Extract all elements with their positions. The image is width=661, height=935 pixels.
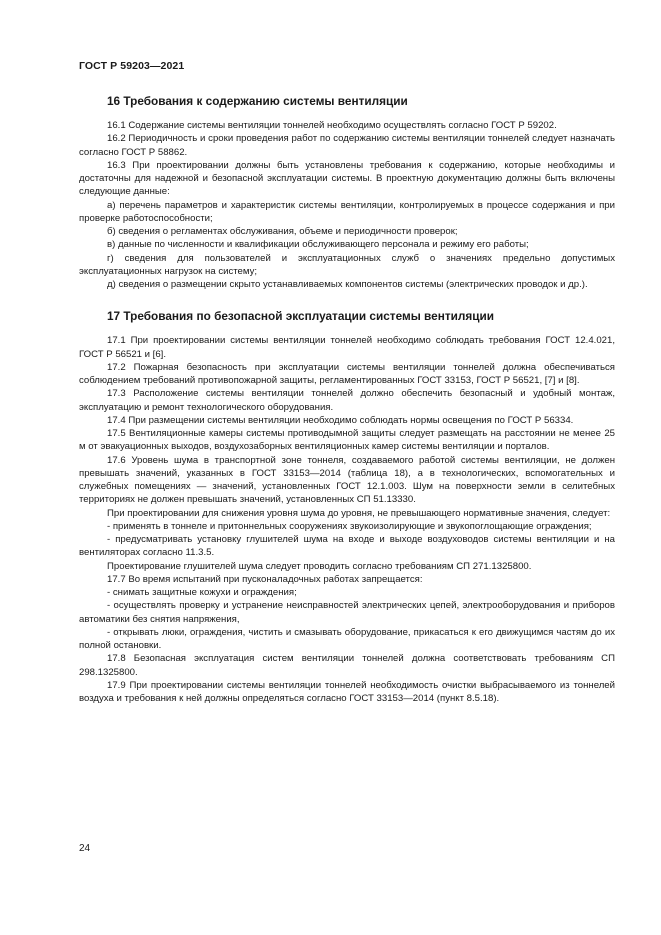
document-header: ГОСТ Р 59203—2021 — [79, 60, 185, 72]
paragraph-17-1: 17.1 При проектировании системы вентиляции тоннелей необходимо соблюдать требования ГОСТ 12.4.021, ГОСТ Р 56521 и [6]. — [79, 335, 615, 360]
list-item-16-a: а) перечень параметров и характеристик системы вентиляции, контролируемых в процессе содержания и при проверке работоспособности; — [79, 199, 615, 224]
paragraph-17-4: 17.4 При размещении системы вентиляции необходимо соблюдать нормы освещения по ГОСТ Р 56334. — [107, 414, 574, 426]
page-content — [79, 90, 615, 705]
list-item-17-7-3: - открывать люки, ограждения, чистить и смазывать оборудование, прикасаться к его движущимся частям до их полной остановки. — [79, 626, 615, 651]
list-item-17-7-2: - осуществлять проверку и устранение неисправностей электрических цепей, электрооборудования и приборов автоматики без снятия напряжения, — [79, 600, 615, 625]
paragraph-17-5: 17.5 Вентиляционные камеры системы противодымной защиты следует размещать на расстоянии не менее 25 м от эвакуационных выходов, воздухозаборных вентиляционных камер системы вентиляции и порталов. — [79, 428, 615, 453]
paragraph-17-9: 17.9 При проектировании системы вентиляции тоннелей необходимость очистки выбрасываемого из тоннелей воздуха и требования к ней должны определяться согласно ГОСТ 33153—2014 (пункт 8.5.18). — [79, 679, 615, 704]
list-item-17-7-1: - снимать защитные кожухи и ограждения; — [107, 587, 297, 598]
section-16-title: 16 Требования к содержанию системы вентиляции — [107, 94, 408, 108]
paragraph-17-6-intro: При проектировании для снижения уровня шума до уровня, не превышающего нормативные значения, следует: — [107, 507, 611, 519]
paragraph-16-2: 16.2 Периодичность и сроки проведения работ по содержанию системы вентиляции тоннелей следует назначать согласно ГОСТ Р 58862. — [79, 133, 615, 158]
list-item-16-d: д) сведения о размещении скрыто устанавливаемых компонентов системы (электрических проводок и др.). — [107, 279, 588, 290]
paragraph-17-3: 17.3 Расположение системы вентиляции тоннелей должно обеспечить безопасный и удобный монтаж, эксплуатацию и ремонт технологического оборудования. — [79, 388, 615, 413]
list-item-16-g: г) сведения для пользователей и эксплуатационных служб о значениях предельно допустимых эксплуатационных нагрузок на систему; — [79, 252, 615, 277]
section-17-body — [79, 334, 615, 705]
section-16-body — [79, 119, 615, 291]
paragraph-17-8: 17.8 Безопасная эксплуатация систем вентиляции тоннелей должна соответствовать требованиям СП 298.1325800. — [79, 653, 615, 678]
paragraph-17-7: 17.7 Во время испытаний при пусконаладочных работах запрещается: — [107, 573, 423, 585]
list-item-16-v: в) данные по численности и квалификации обслуживающего персонала и режиму его работы; — [107, 239, 529, 251]
list-item-17-6-1: - применять в тоннеле и притоннельных сооружениях звукоизолирующие и звукопоглощающие ограждения; — [107, 520, 592, 532]
list-item-16-b: б) сведения о регламентах обслуживания, объеме и периодичности проверок; — [107, 226, 458, 237]
list-item-17-6-2: - предусматривать установку глушителей шума на входе и выходе воздуховодов системы вентиляции и на вентиляторах согласно 11.3.5. — [79, 534, 615, 559]
paragraph-17-6-mufflers: Проектирование глушителей шума следует проводить согласно требованиям СП 271.1325800. — [107, 560, 532, 572]
paragraph-16-1: 16.1 Содержание системы вентиляции тоннелей необходимо осуществлять согласно ГОСТ Р 59202. — [107, 120, 557, 131]
section-17-title: 17 Требования по безопасной эксплуатации системы вентиляции — [107, 309, 495, 324]
page-number: 24 — [79, 843, 91, 854]
paragraph-17-2: 17.2 Пожарная безопасность при эксплуатации системы вентиляции тоннелей должна обеспечиваться соблюдением требований противопожарной защиты, регламентированных ГОСТ 33153, ГОСТ Р 56521, [7] и [8]. — [79, 361, 615, 386]
paragraph-17-6: 17.6 Уровень шума в транспортной зоне тоннеля, создаваемого работой системы вентиляции, не должен превышать значений, указанных в ГОСТ 33153—2014 (таблица 18), а в технологических, вспомогательных и служебных помещениях — значений, установленных ГОСТ 12.1.003. Шум на поверхности земли в селитебных территориях не должен превышать значений, установленных СП 51.13330. — [79, 454, 615, 506]
paragraph-16-3: 16.3 При проектировании должны быть установлены требования к содержанию, которые необходимы и достаточны для надежной и безопасной эксплуатации системы. В проектную документацию должны быть включены следующие данные: — [79, 159, 615, 198]
